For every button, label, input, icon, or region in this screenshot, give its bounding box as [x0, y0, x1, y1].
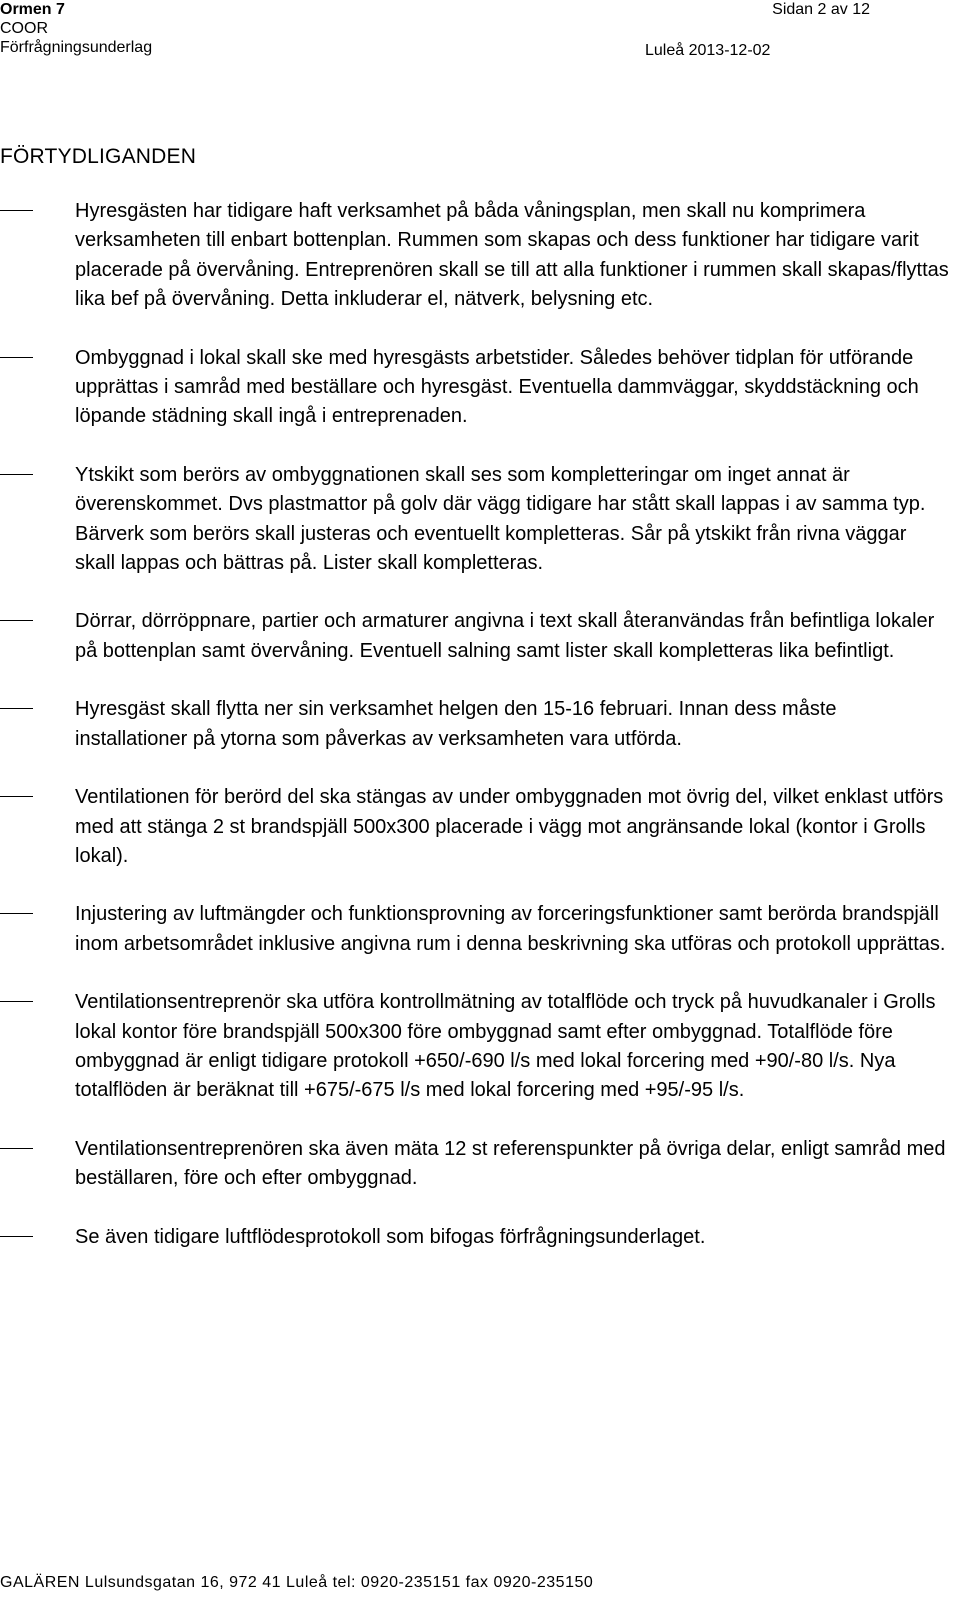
dash-bullet: [0, 796, 33, 797]
list-item-text: Injustering av luftmängder och funktionsprovning av forceringsfunktioner samt berörda brandspjäll inom arbetsområdet inklusive angivna rum i denna beskrivning ska utföras och protokoll upprättas.: [75, 903, 946, 955]
dash-bullet: [0, 357, 33, 358]
place-date: Luleå 2013-12-02: [645, 42, 771, 59]
dash-bullet: [0, 708, 33, 709]
page-header-left: [0, 0, 152, 57]
list-item: [0, 607, 950, 666]
dash-bullet: [0, 1001, 33, 1002]
dash-bullet: [0, 474, 33, 475]
list-item: [0, 197, 950, 315]
list-item: [0, 783, 950, 871]
list-item-text: Hyresgäst skall flytta ner sin verksamhet helgen den 15-16 februari. Innan dess måste installationer på ytorna som påverkas av verksamheten vara utförda.: [75, 698, 837, 750]
list-item: [0, 461, 950, 579]
list-item: [0, 695, 950, 754]
list-item-text: Dörrar, dörröppnare, partier och armaturer angivna i text skall återanvändas från befintliga lokaler på bottenplan samt övervåning. Eventuell salning samt lister skall kompletteras lika befintligt.: [75, 610, 935, 662]
list-item: [0, 344, 950, 432]
list-item-text: Ventilationsentreprenör ska utföra kontrollmätning av totalflöde och tryck på huvudkanaler i Grolls lokal kontor före brandspjäll 500x300 före ombyggnad samt efter ombyggnad. Totalflöde före ombyggnad är enligt tidigare protokoll +650/-690 l/s med lokal forcering med +90/-80 l/s. Nya totalflöden är beräknat till +675/-675 l/s med lokal forcering med +95/-95 l/s.: [75, 991, 936, 1102]
page-number: Sidan 2 av 12: [772, 1, 870, 18]
list-item: [0, 1223, 950, 1252]
dash-bullet: [0, 1148, 33, 1149]
list-item-text: Hyresgästen har tidigare haft verksamhet på båda våningsplan, men skall nu komprimera verksamheten till enbart bottenplan. Rummen som skapas och dess funktioner har tidigare varit placerade på övervåning. Entreprenören skall se till att alla funktioner i rummen skall skapas/flyttas lika bef på övervåning. Detta inkluderar el, nätverk, belysning etc.: [75, 200, 949, 311]
dash-bullet: [0, 620, 33, 621]
list-item: [0, 1135, 950, 1194]
list-item-text: Ytskikt som berörs av ombyggnationen skall ses som kompletteringar om inget annat är överenskommet. Dvs plastmattor på golv där vägg tidigare har stått skall lappas i av samma typ. Bärverk som berörs skall justeras och eventuellt kompletteras. Sår på ytskikt från rivna väggar skall lappas och bättras på. Lister skall kompletteras.: [75, 463, 926, 575]
clarification-list: [0, 197, 950, 1281]
list-item-text: Ombyggnad i lokal skall ske med hyresgästs arbetstider. Således behöver tidplan för utförande upprättas i samråd med beställare och hyresgäst. Eventuella dammväggar, skyddstäckning och löpande städning skall ingå i entreprenaden.: [75, 346, 919, 428]
section-title: FÖRTYDLIGANDEN: [0, 145, 197, 168]
list-item: [0, 900, 950, 959]
list-item-text: Se även tidigare luftflödesprotokoll som bifogas förfrågningsunderlaget.: [75, 1225, 706, 1248]
dash-bullet: [0, 1236, 33, 1237]
page-footer: GALÄREN Lulsundsgatan 16, 972 41 Luleå tel: 0920-235151 fax 0920-235150: [0, 1574, 594, 1591]
list-item-text: Ventilationen för berörd del ska stängas av under ombyggnaden mot övrig del, vilket enklast utförs med att stänga 2 st brandspjäll 500x300 placerade i vägg mot angränsande lokal (kontor i Grolls lokal).: [75, 786, 944, 867]
document-type: Förfrågningsunderlag: [0, 39, 153, 56]
dash-bullet: [0, 210, 33, 211]
list-item-text: Ventilationsentreprenören ska även mäta 12 st referenspunkter på övriga delar, enligt samråd med beställaren, före och efter ombyggnad.: [75, 1137, 946, 1190]
dash-bullet: [0, 913, 33, 914]
list-item: [0, 988, 950, 1106]
company-name: COOR: [0, 20, 48, 37]
project-name: Ormen 7: [0, 1, 65, 18]
